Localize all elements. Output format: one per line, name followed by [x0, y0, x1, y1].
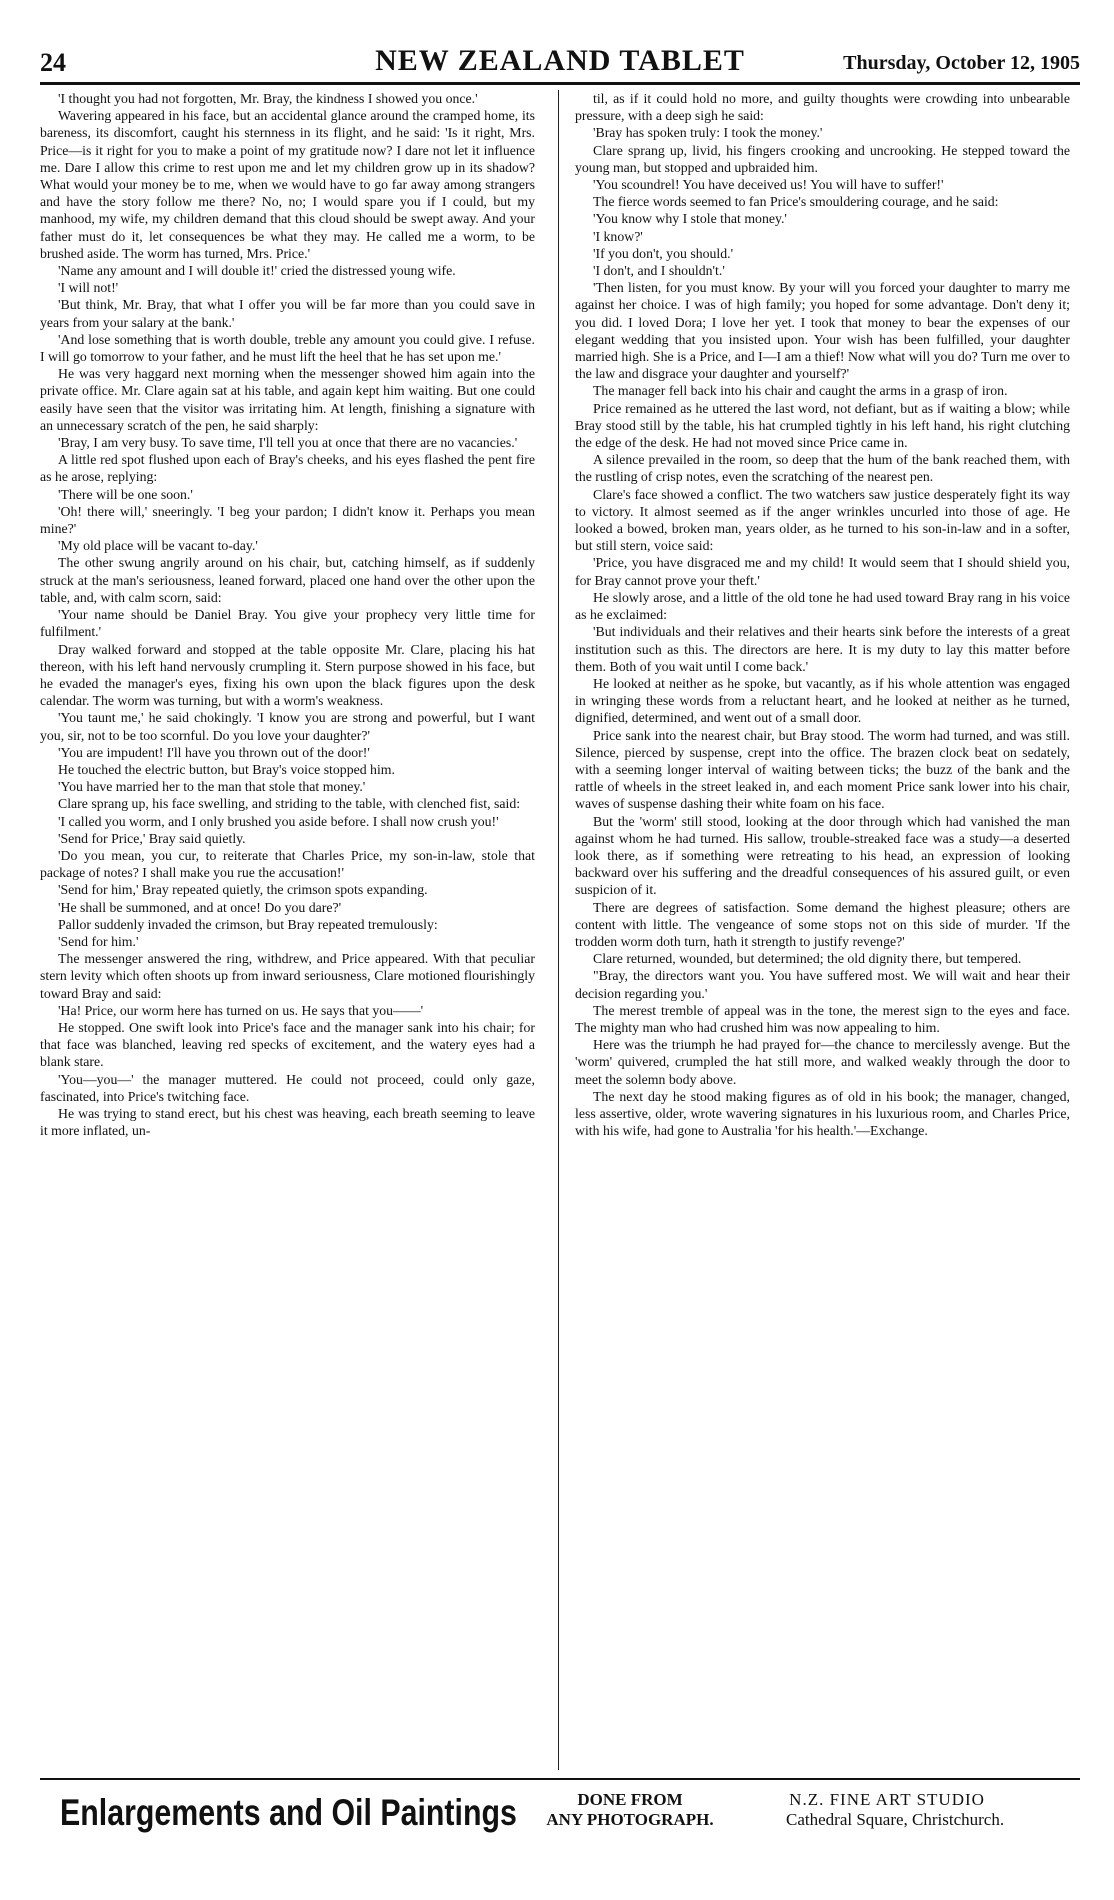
paragraph: The messenger answered the ring, withdrew, and Price appeared. With that peculiar stern levity which often shoots up from inward seriousness, Clare motioned flourishingly toward Bray and said:: [40, 951, 535, 1001]
paragraph: 'I know?': [593, 228, 643, 244]
paragraph: But the 'worm' still stood, looking at the door through which had vanished the man against whom he had turned. His sallow, trouble-streaked face was a study—a deserted look there, as if something were retreating to his head, an expression of looking backward over his suffering and the dreadful consequences of his assured guilt, or even suspicion of it.: [575, 813, 1070, 898]
paragraph: 'Oh! there will,' sneeringly. 'I beg your pardon; I didn't know it. Perhaps you mean mine?': [40, 503, 535, 537]
paragraph: Price sank into the nearest chair, but Bray stood. The worm had turned, and was still. Silence, pierced by suspense, crept into the office. The brazen clock beat on sedately, with a seeming longer interval of waiting between ticks; the buzz of the bank and the rattle of wheels in the street leaked in, and each moment Price sank lower into his chair, waves of suspense dashing their white foam on his face.: [575, 727, 1070, 812]
paragraph: 'I thought you had not forgotten, Mr. Bray, the kindness I showed you once.': [58, 91, 478, 106]
paragraph: Clare sprang up, his face swelling, and striding to the table, with clenched fist, said:: [58, 796, 521, 812]
paragraph: A little red spot flushed upon each of Bray's cheeks, and his eyes flashed the pent fire as he arose, replying:: [40, 452, 535, 485]
paragraph: 'Send for him,' Bray repeated quietly, the crimson spots expanding.: [58, 882, 428, 898]
paragraph: 'He shall be summoned, and at once! Do you dare?': [58, 899, 342, 915]
advert-middle: [545, 1790, 715, 1830]
paragraph: 'Name any amount and I will double it!' cried the distressed young wife.: [58, 263, 456, 279]
paragraph: Pallor suddenly invaded the crimson, but Bray repeated tremulously:: [58, 916, 438, 932]
paragraph: 'You have married her to the man that stole that money.': [58, 779, 366, 795]
paragraph: 'I don't, and I shouldn't.': [593, 263, 725, 279]
paragraph: He slowly arose, and a little of the old tone he had used toward Bray rang in his voice as he exclaimed:: [575, 589, 1070, 623]
paragraph: The fierce words seemed to fan Price's smouldering courage, and he said:: [593, 194, 999, 210]
right-column: [575, 90, 1070, 1770]
column-divider: [558, 90, 559, 1770]
page-number: 24: [40, 48, 66, 77]
paragraph: The other swung angrily around on his chair, but, catching himself, as if suddenly struck at the man's seriousness, leaned forward, placed one hand over the other upon the table, and, with calm scorn, said:: [40, 555, 535, 605]
paragraph: 'Send for him.': [58, 933, 139, 949]
advert-rule: [40, 1778, 1080, 1780]
left-column: [40, 90, 535, 1770]
paragraph: A silence prevailed in the room, so deep that the hum of the bank reached them, with the rustling of crisp notes, even the scratching of the nearest pen.: [575, 452, 1070, 485]
paragraph: He was trying to stand erect, but his chest was heaving, each breath seeming to leave it more inflated, un-: [40, 1105, 535, 1139]
advert-headline: Enlargements and Oil Paintings: [60, 1792, 517, 1833]
paragraph: The manager fell back into his chair and caught the arms in a grasp of iron.: [593, 383, 1008, 399]
header-rule: [40, 82, 1080, 85]
paragraph: There are degrees of satisfaction. Some demand the highest pleasure; others are content with little. The vengeance of some stops not on this side of murder. 'If the trodden worm doth turn, hath it strength to justify revenge?': [575, 899, 1070, 949]
studio-name: N.Z. FINE ART STUDIO: [789, 1790, 985, 1809]
paragraph: 'And lose something that is worth double, treble any amount you could give. I refuse. I will go tomorrow to your father, and he must lift the heel that he has set upon me.': [40, 331, 535, 365]
paragraph: 'Price, you have disgraced me and my child! It would seem that I should shield you, for Bray cannot prove your theft.': [575, 555, 1070, 588]
paragraph: 'If you don't, you should.': [593, 245, 734, 261]
paragraph: He touched the electric button, but Bray's voice stopped him.: [58, 761, 395, 777]
advert-middle-line2: ANY PHOTOGRAPH.: [546, 1810, 714, 1829]
advert-middle-line1: DONE FROM: [577, 1790, 683, 1809]
paragraph: 'Your name should be Daniel Bray. You give your prophecy very little time for fulfilment.': [40, 607, 535, 640]
paragraph: 'Do you mean, you cur, to reiterate that Charles Price, my son-in-law, stole that package of notes? I shall make you rue the accusation!': [40, 847, 535, 881]
paragraph: 'Bray has spoken truly: I took the money.': [593, 125, 823, 141]
studio-address: Cathedral Square, Christchurch.: [786, 1810, 1005, 1829]
paragraph: 'You scoundrel! You have deceived us! You will have to suffer!': [593, 177, 944, 193]
paragraph: He was very haggard next morning when the messenger showed him again into the private office. Mr. Clare again sat at his table, and again kept him waiting. But one could easily have seen that the visitor was irritating him. At length, finishing a signature with an unnecessary scratch of the pen, he said sharply:: [40, 366, 535, 433]
paragraph: 'I will not!': [58, 280, 119, 296]
paragraph: 'I called you worm, and I only brushed you aside before. I shall now crush you!': [58, 813, 499, 829]
paragraph: 'You—you—' the manager muttered. He could not proceed, could only gaze, fascinated, into Price's twitching face.: [40, 1071, 535, 1104]
issue-date: Thursday, October 12, 1905: [843, 52, 1080, 74]
advertisement: [40, 1786, 1080, 1866]
masthead-title: NEW ZEALAND TABLET: [375, 44, 745, 77]
page-header: [40, 44, 1080, 84]
paragraph: Price remained as he uttered the last word, not defiant, but as if waiting a blow; while Bray stood still by the table, his hat crumpled tightly in his left hand, his right clutching the edge of the desk. He had not moved since Price came in.: [575, 400, 1070, 451]
paragraph: 'My old place will be vacant to-day.': [58, 538, 258, 554]
paragraph: 'Then listen, for you must know. By your will you forced your daughter to marry me against her choice. I was of high family; you hoped for some advantage. Don't deny it; you did. I loved Dora; I love her yet. I took that money to bear the expenses of our elegant wedding that you insisted upon. Your wish has been fulfilled, your daughter married high. She is a Price, and I—I am a thief! Now what will you do? Turn me over to the law and disgrace your daughter and yourself?': [575, 280, 1070, 382]
paragraph: til, as if it could hold no more, and guilty thoughts were crowding into unbearable pressure, with a deep sigh he said:: [575, 91, 1070, 124]
paragraph: 'Bray, I am very busy. To save time, I'll tell you at once that there are no vacancies.': [58, 435, 518, 451]
paragraph: 'Send for Price,' Bray said quietly.: [58, 830, 246, 846]
paragraph: 'There will be one soon.': [58, 486, 193, 502]
paragraph: Clare's face showed a conflict. The two watchers saw justice desperately fight its way to victory. It almost seemed as if the anger wrinkles uncurled into those of age. He looked a bowed, broken man, years older, as he turned to his son-in-law and in a softer, but still stern, voice said:: [575, 486, 1070, 554]
paragraph: 'Ha! Price, our worm here has turned on us. He says that you——': [58, 1002, 424, 1018]
paragraph: He looked at neither as he spoke, but vacantly, as if his whole attention was engaged in wringing these words from a reluctant heart, and he looked at neither as he turned, dignified, determined, and went out of a small door.: [575, 675, 1070, 726]
advert-studio: [770, 1790, 1004, 1830]
paragraph: 'You taunt me,' he said chokingly. 'I know you are strong and powerful, but I want you, sir, not to be too scornful. Do you love your daughter?': [40, 710, 535, 743]
paragraph: 'But think, Mr. Bray, that what I offer you will be far more than you could save in years from your salary at the bank.': [40, 297, 535, 330]
paragraph: Clare returned, wounded, but determined; the old dignity there, but tempered.: [593, 951, 1022, 967]
paragraph: Clare sprang up, livid, his fingers crooking and uncrooking. He stepped toward the young man, but stopped and upbraided him.: [575, 142, 1070, 175]
paragraph: Dray walked forward and stopped at the table opposite Mr. Clare, placing his hat thereon, with his left hand nervously crumpling it. Stern purpose showed in his face, but he evaded the manager's eyes, fixing his own upon the black figures upon the desk calendar. The worm was turning, but with a worm's weakness.: [40, 641, 535, 709]
paragraph: Wavering appeared in his face, but an accidental glance around the cramped home, its bareness, its discomfort, caught his sternness in its flight, and he said: 'Is it right, Mrs. Price—is it right for you to make a point of my gratitude now? I dare not let it influence me. Dare I allow this crime to rest upon me and let my children grow up in its shadow? What would your money be to me, when we would have to go far away among strangers and have the story follow me there? No, no; I would spare you if I could, but my manhood, my wife, my children demand that this cloud should be swept away. And your father must do it, let consequences be what they may. He called me a worm, to be brushed aside. The worm has turned, Mrs. Price.': [40, 108, 535, 261]
paragraph: 'You know why I stole that money.': [593, 211, 787, 227]
paragraph: Here was the triumph he had prayed for—the chance to mercilessly avenge. But the 'worm' quivered, crumpled the hat still more, and walked weakly through the door to meet the solemn body above.: [575, 1037, 1070, 1087]
paragraph: 'You are impudent! I'll have you thrown out of the door!': [58, 744, 370, 760]
paragraph: He stopped. One swift look into Price's face and the manager sank into his chair; for that face was blanched, leaving red specks of excitement, and the watery eyes had a blank stare.: [40, 1019, 535, 1070]
paragraph: The next day he stood making figures as of old in his book; the manager, changed, less assertive, older, wrote wavering signatures in his luxurious room, and Charles Price, with his wife, had gone to Australia 'for his health.'—Exchange.: [575, 1088, 1070, 1139]
paragraph: "Bray, the directors want you. You have suffered most. We will wait and hear their decision regarding you.': [575, 968, 1070, 1001]
paragraph: 'But individuals and their relatives and their hearts sink before the interests of a great institution such as this. The directors are here. It is my duty to lay this matter before them. Both of you wait until I come back.': [575, 624, 1070, 674]
paragraph: The merest tremble of appeal was in the tone, the merest sign to the eyes and face. The mighty man who had crushed him was now appealing to him.: [575, 1002, 1070, 1035]
